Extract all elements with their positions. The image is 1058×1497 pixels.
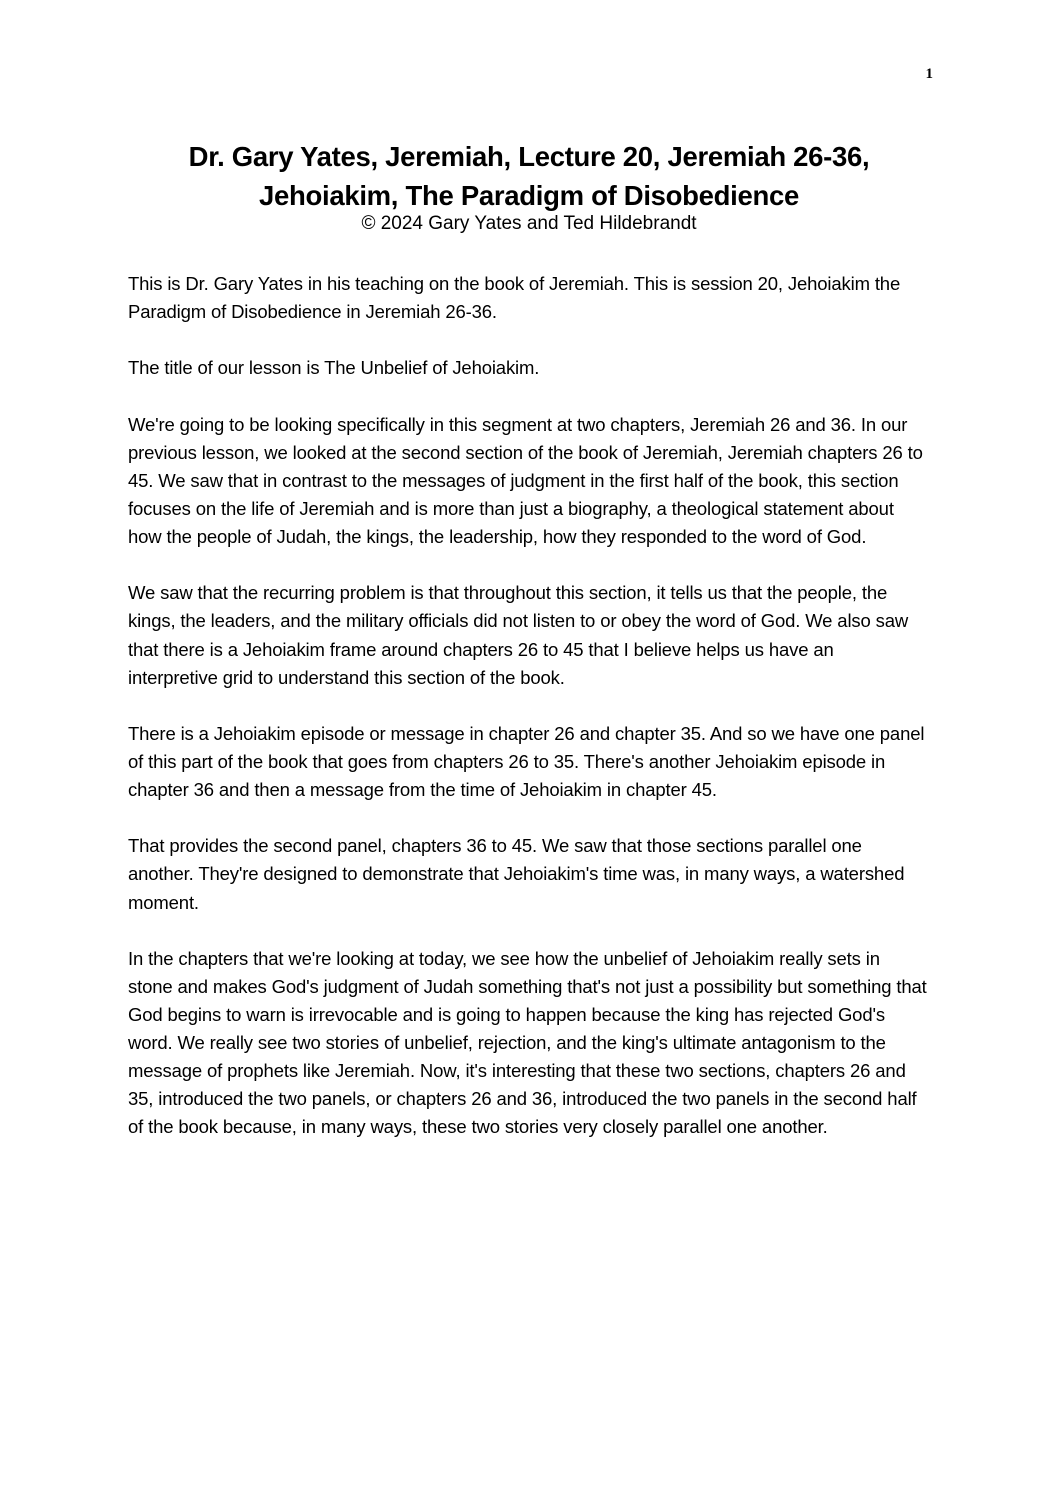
document-title [100,137,958,215]
copyright-notice: © 2024 Gary Yates and Ted Hildebrandt [361,213,697,234]
paragraph-4: We saw that the recurring problem is that throughout this section, it tells us that the people, the kings, the leaders, and the military officials did not listen to or obey the word of God. We also saw that there is a Jehoiakim frame around chapters 26 to 45 that I believe helps us have an interpretive grid to understand this section of the book. [128,582,909,688]
paragraph-2: The title of our lesson is The Unbelief of Jehoiakim. [128,357,540,379]
title-line-2: Jehoiakim, The Paradigm of Disobedience [259,180,799,211]
paragraph-7: In the chapters that we're looking at today, we see how the unbelief of Jehoiakim really sets in stone and makes God's judgment of Judah something that's not just a possibility but something that God begins to warn is irrevocable and is going to happen because the king has rejected God's word. We really see two stories of unbelief, rejection, and the king's ultimate antagonism to the message of prophets like Jeremiah. Now, it's interesting that these two sections, chapters 26 and 35, introduced the two panels, or chapters 26 and 36, introduced the two panels in the second half of the book because, in many ways, these two stories very closely parallel one another. [128,947,927,1138]
document-header [100,137,958,236]
page-number: 1 [925,66,933,82]
paragraph-3: We're going to be looking specifically in this segment at two chapters, Jeremiah 26 and 36. In our previous lesson, we looked at the second section of the book of Jeremiah, Jeremiah chapters 26 to 45. We saw that in contrast to the messages of judgment in the first half of the book, this section focuses on the life of Jeremiah and is more than just a biography, a theological statement about how the people of Judah, the kings, the leadership, how they responded to the word of God. [128,413,923,548]
paragraph-5: There is a Jehoiakim episode or message in chapter 26 and chapter 35. And so we have one panel of this part of the book that goes from chapters 26 to 35. There's another Jehoiakim episode in chapter 36 and then a message from the time of Jehoiakim in chapter 45. [128,722,925,801]
document-body [128,270,928,1170]
paragraph-1: This is Dr. Gary Yates in his teaching on the book of Jeremiah. This is session 20, Jehoiakim the Paradigm of Disobedience in Jeremiah 26-36. [128,273,901,323]
paragraph-6: That provides the second panel, chapters 36 to 45. We saw that those sections parallel one another. They're designed to demonstrate that Jehoiakim's time was, in many ways, a watershed moment. [128,835,905,913]
title-line-1: Dr. Gary Yates, Jeremiah, Lecture 20, Jeremiah 26-36, [188,141,870,172]
